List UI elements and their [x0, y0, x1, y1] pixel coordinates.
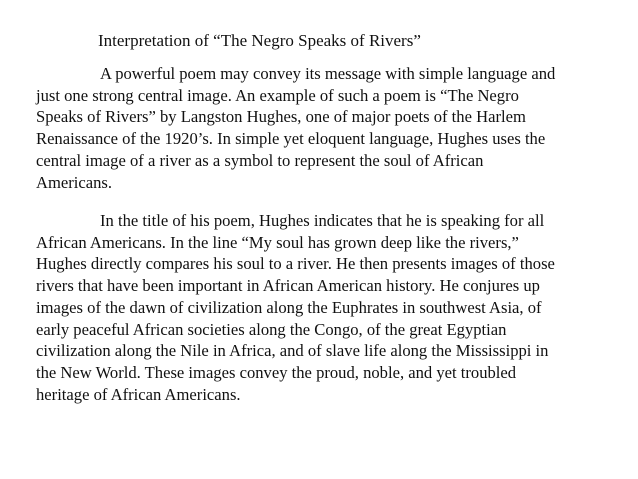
paragraph-line: Renaissance of the 1920’s. In simple yet eloquent language, Hughes uses the — [36, 129, 546, 149]
paragraph-line: images of the dawn of civilization along the Euphrates in southwest Asia, of — [36, 297, 542, 317]
paragraph-line: central image of a river as a symbol to represent the soul of African — [36, 150, 484, 170]
paragraph-line: just one strong central image. An example of such a poem is “The Negro — [36, 85, 519, 105]
paragraph-line: In the title of his poem, Hughes indicates that he is speaking for all — [100, 211, 545, 230]
paragraph-line: A powerful poem may convey its message with simple language and — [100, 64, 556, 83]
paragraph-line: Hughes directly compares his soul to a river. He then presents images of those — [36, 254, 555, 274]
paragraph-line: the New World. These images convey the proud, noble, and yet troubled — [36, 362, 517, 382]
paragraph-line: rivers that have been important in African American history. He conjures up — [36, 276, 540, 296]
paragraph-line: civilization along the Nile in Africa, and of slave life along the Mississippi in — [36, 341, 549, 361]
paragraph-line: African Americans. In the line “My soul has grown deep like the rivers,” — [36, 232, 519, 252]
document-title: Interpretation of “The Negro Speaks of Rivers” — [98, 31, 421, 50]
paragraph-2 — [36, 210, 606, 405]
paragraph-line: heritage of African Americans. — [36, 384, 241, 404]
paragraph-line: early peaceful African societies along the Congo, of the great Egyptian — [36, 319, 507, 339]
paragraph-1 — [36, 63, 606, 193]
paragraph-line: Speaks of Rivers” by Langston Hughes, one of major poets of the Harlem — [36, 107, 526, 127]
paragraph-line: Americans. — [36, 172, 113, 192]
